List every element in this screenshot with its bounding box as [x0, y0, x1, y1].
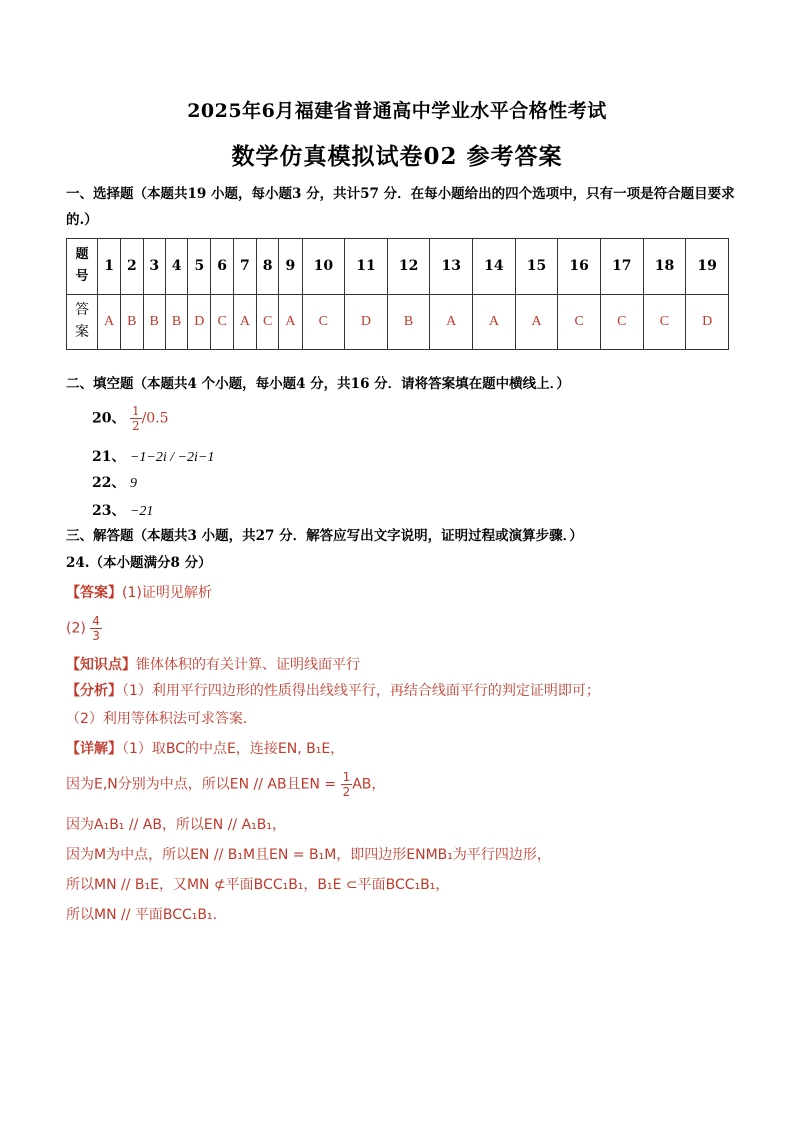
fraction-numerator: 1 [342, 770, 351, 784]
answer-letter-cell: B [121, 294, 143, 350]
question-number-cell: 4 [165, 239, 187, 295]
analysis-line [66, 680, 600, 700]
analysis-tag: 【分析】 [66, 683, 122, 699]
question-number-cell: 6 [211, 239, 233, 295]
row-label-number-text: 题号 [75, 247, 89, 285]
analysis-text-1: （1）利用平行四边形的性质得出线线平行，再结合线面平行的判定证明即可； [122, 683, 600, 699]
section-3-heading: 三、解答题（本题共3 小题，共27 分．解答应写出文字说明，证明过程或演算步骤．） [66, 528, 583, 544]
answer-letter-cell: D [188, 294, 211, 350]
fraction [90, 614, 102, 643]
fraction-denominator: 2 [342, 785, 351, 799]
fill-item-22 [92, 472, 137, 492]
row-label-answer [67, 294, 98, 350]
section-1-heading: 一、选择题（本题共19 小题，每小题3 分，共计57 分．在每小题给出的四个选项中，只有一项是符合题目要求的.） [66, 186, 735, 228]
fill-item-20 [92, 404, 169, 433]
answer-letter-cell: D [345, 294, 388, 350]
detail-line-3: 因为A₁B₁ // AB，所以EN // A₁B₁， [66, 817, 286, 833]
knowledge-text: 锥体体积的有关计算、证明线面平行 [136, 657, 360, 673]
question-number-cell: 7 [233, 239, 256, 295]
fraction-numerator: 4 [92, 614, 100, 628]
answer-letter-cell: A [515, 294, 558, 350]
answer-letter-cell: B [165, 294, 187, 350]
fraction-denominator: 3 [92, 629, 100, 643]
title-line-2: 数学仿真模拟试卷02 参考答案 [231, 143, 563, 170]
knowledge-tag: 【知识点】 [66, 657, 136, 673]
fill-item-answer: −21 [129, 504, 154, 519]
fraction [130, 404, 142, 433]
answer-letter-cell: C [643, 294, 686, 350]
question-number-cell: 9 [279, 239, 302, 295]
detail-line-5: 所以MN // B₁E，又MN ⊄平面BCC₁B₁，B₁E ⊂平面BCC₁B₁， [66, 877, 450, 893]
answer-part-1: (1)证明见解析 [122, 585, 212, 601]
answer-tag: 【答案】 [66, 585, 122, 601]
fill-item-number: 21、 [92, 449, 126, 465]
answer-letter-cell: C [211, 294, 233, 350]
answer-part-2-prefix: (2) [66, 620, 86, 637]
fill-item-answer-tail: /0.5 [141, 410, 169, 427]
section-2-heading: 二、填空题（本题共4 个小题，每小题4 分，共16 分．请将答案填在题中横线上．） [66, 376, 570, 392]
fraction-denominator: 2 [131, 419, 140, 433]
detail-line-2 [66, 770, 385, 799]
fill-item-23 [92, 500, 153, 520]
answer-letter-cell: B [387, 294, 430, 350]
answer-table [66, 238, 729, 350]
answer-letter-cell: A [473, 294, 516, 350]
fraction-numerator: 1 [131, 404, 140, 418]
answer-letter-cell: A [430, 294, 473, 350]
question-number-cell: 3 [143, 239, 165, 295]
answer-letter-cell: D [686, 294, 729, 350]
question-number-cell: 15 [515, 239, 558, 295]
answer-part-2-line [66, 614, 102, 643]
question-number-cell: 10 [302, 239, 345, 295]
question-number-cell: 16 [558, 239, 601, 295]
detail-line-6: 所以MN // 平面BCC₁B₁. [66, 907, 218, 923]
row-label-number [67, 239, 98, 295]
answer-line [66, 582, 212, 602]
answer-letter-cell: A [233, 294, 256, 350]
detail-line-1 [66, 738, 344, 758]
detail-text-1: （1）取BC的中点E，连接EN, B₁E， [122, 741, 345, 757]
question-number-cell: 18 [643, 239, 686, 295]
answer-letter-cell: A [98, 294, 121, 350]
fill-item-answer: −1−2i / −2i−1 [129, 450, 215, 465]
fill-item-number: 23、 [92, 503, 126, 519]
fill-item-number: 20、 [92, 410, 126, 427]
question-number-cell: 1 [98, 239, 121, 295]
fill-item-21 [92, 446, 214, 466]
row-label-answer-text: 答案 [75, 302, 89, 340]
answer-letter-cell: C [256, 294, 278, 350]
question-number-cell: 8 [256, 239, 278, 295]
answer-letter-cell: C [558, 294, 601, 350]
fill-item-number: 22、 [92, 475, 126, 491]
question-number-cell: 14 [473, 239, 516, 295]
fill-item-answer: 9 [129, 476, 137, 491]
question-number-cell: 11 [345, 239, 388, 295]
question-24-title: 24.（本小题满分8 分） [66, 555, 212, 571]
answer-letter-cell: C [302, 294, 345, 350]
knowledge-line [66, 654, 360, 674]
question-number-cell: 19 [686, 239, 729, 295]
question-number-cell: 2 [121, 239, 143, 295]
detail-tag: 【详解】 [66, 741, 122, 757]
question-number-cell: 5 [188, 239, 211, 295]
title-line-1: 2025年6月福建省普通高中学业水平合格性考试 [187, 100, 607, 122]
fraction [341, 770, 353, 799]
detail-line-4: 因为M为中点，所以EN // B₁M且EN = B₁M，即四边形ENMB₁为平行四边形， [66, 847, 551, 863]
question-number-cell: 17 [600, 239, 643, 295]
answer-letter-cell: C [600, 294, 643, 350]
answer-letter-cell: B [143, 294, 165, 350]
analysis-line-2: （2）利用等体积法可求答案. [66, 711, 248, 727]
question-number-cell: 12 [387, 239, 430, 295]
answer-letter-cell: A [279, 294, 302, 350]
detail-text-2a: 因为E,N分别为中点，所以EN // AB且EN = [66, 776, 337, 793]
question-number-cell: 13 [430, 239, 473, 295]
detail-text-2b: AB， [352, 776, 386, 793]
